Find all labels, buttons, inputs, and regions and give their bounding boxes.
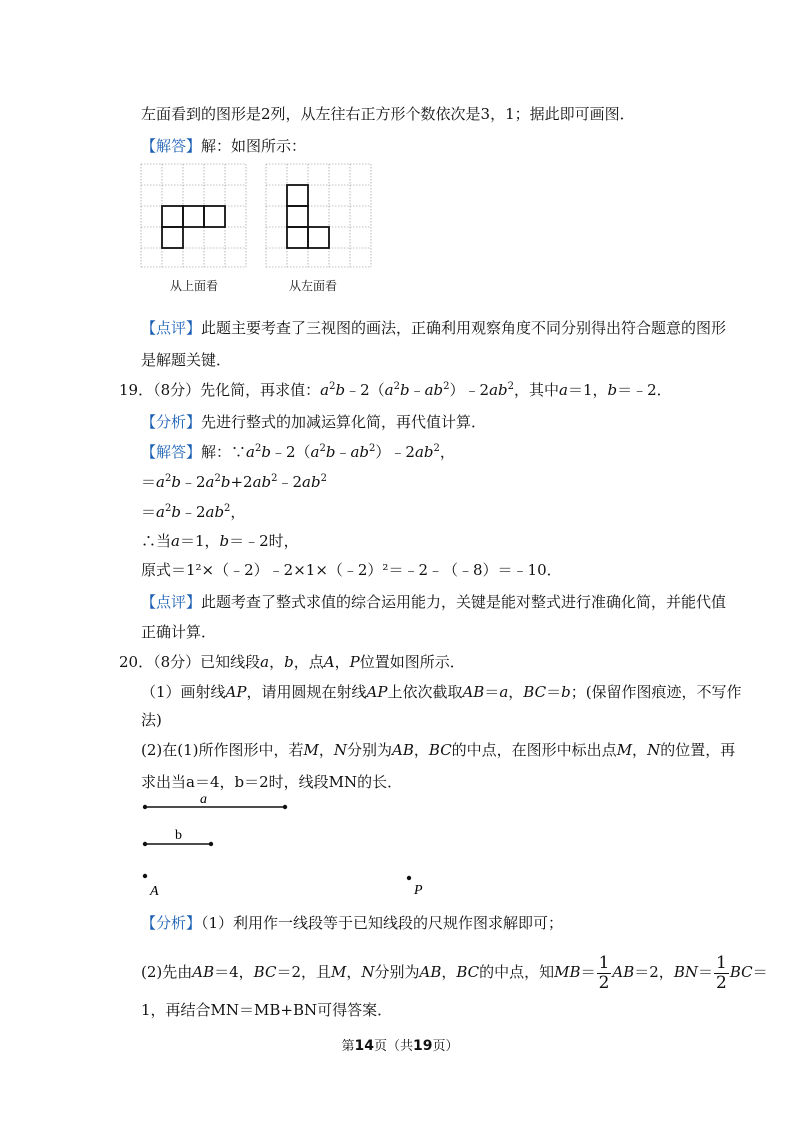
answer-18 — [141, 136, 306, 156]
answer-19: 【解答】解：$\because a^2b﹣2(a^2b﹣ab^2)﹣2ab^2$， — [141, 443, 455, 461]
comment-tag: 【点评】 — [141, 319, 202, 337]
final-line: 原式＝1²×（﹣2）﹣2×1×（﹣2）²＝﹣2﹣（﹣8）＝﹣10． — [141, 561, 562, 579]
question-20: 20．（8分）已知线段a，b，点A，P位置如图所示． — [119, 653, 465, 671]
footer-suffix: 页） — [432, 1039, 459, 1054]
point-P — [407, 876, 411, 880]
analysis-tag: 【分析】 — [141, 413, 202, 431]
analysis-20-line2: (2)先由AB＝4，BC＝2，且M，N分别为AB，BC的中点，知MB＝ $\frac{1}{2}$ AB＝2，BN＝ $\frac{1}{2}$ BC＝ — [141, 952, 768, 993]
answer-prefix: 解： — [201, 443, 232, 461]
intro-line: 左面看到的图形是2列，从左往右正方形个数依次是3，1；据此即可画图． — [141, 105, 635, 123]
comment-19 — [141, 592, 726, 612]
analysis-20 — [141, 913, 563, 933]
comment-18-line2: 是解题关键． — [141, 351, 232, 369]
question-score: （8分） — [153, 381, 201, 399]
step-2: $=a^2b﹣2ab^2$， — [141, 503, 246, 521]
analysis-20-line3: 1，再结合MN＝MB+BN可得答案． — [141, 1001, 393, 1019]
analysis-text: （1）利用作一线段等于已知线段的尺规作图求解即可； — [201, 914, 564, 932]
label-a: a — [200, 792, 207, 807]
step-3: ∴当a＝1，b＝﹣2时， — [141, 532, 299, 550]
top-view-caption: 从上面看 — [170, 279, 219, 293]
comment-18 — [141, 318, 726, 338]
question-score: （8分） — [153, 653, 201, 671]
comment-19-line2: 正确计算． — [141, 623, 217, 641]
part-1: （1）画射线AP，请用圆规在射线AP上依次截取AB＝a，BC＝b；(保留作图痕迹，不写作 — [141, 683, 742, 701]
page-footer — [0, 1035, 800, 1054]
answer-tag: 【解答】 — [141, 443, 202, 461]
part-1-line2: 法) — [141, 711, 162, 729]
analysis-19 — [141, 412, 486, 432]
footer-prefix: 第 — [341, 1039, 355, 1054]
comment-text: 此题考查了整式求值的综合运用能力，关键是能对整式进行准确化简，并能代值 — [201, 593, 727, 611]
answer-tag: 【解答】 — [141, 137, 202, 155]
analysis-text: 先进行整式的加减运算化简，再代值计算． — [201, 413, 487, 431]
question-number: 20． — [119, 653, 154, 671]
point-A — [143, 874, 147, 878]
view-from-top-figure — [141, 164, 249, 269]
comment-tag: 【点评】 — [141, 593, 202, 611]
question-19: 19．（8分）先化简，再求值：$a^2b﹣2(a^2b﹣ab^2)﹣2ab^2$，其中a＝1，b＝﹣2． — [119, 381, 672, 399]
step-1: $=a^2b﹣2a^2b+2ab^2﹣2ab^2$ — [141, 473, 327, 491]
page-number: 14 — [354, 1038, 374, 1054]
left-view-caption: 从左面看 — [289, 279, 338, 293]
label-P: P — [414, 883, 423, 898]
part-2-line2: 求出当a＝4，b＝2时，线段MN的长． — [141, 773, 403, 791]
comment-text: 此题主要考查了三视图的画法，正确利用观察角度不同分别得出符合题意的图形 — [201, 319, 727, 337]
label-b: b — [175, 828, 182, 843]
analysis-tag: 【分析】 — [141, 914, 202, 932]
question-number: 19． — [119, 381, 154, 399]
label-A: A — [150, 884, 159, 899]
view-from-left-figure — [266, 164, 374, 269]
footer-mid: 页（共 — [373, 1039, 413, 1054]
segments-figure — [138, 792, 428, 902]
part-2: (2)在(1)所作图形中，若M，N分别为AB，BC的中点，在图形中标出点M，N的位置，再 — [141, 741, 736, 759]
answer-text: 解：如图所示： — [201, 137, 307, 155]
page-total: 19 — [413, 1038, 433, 1054]
